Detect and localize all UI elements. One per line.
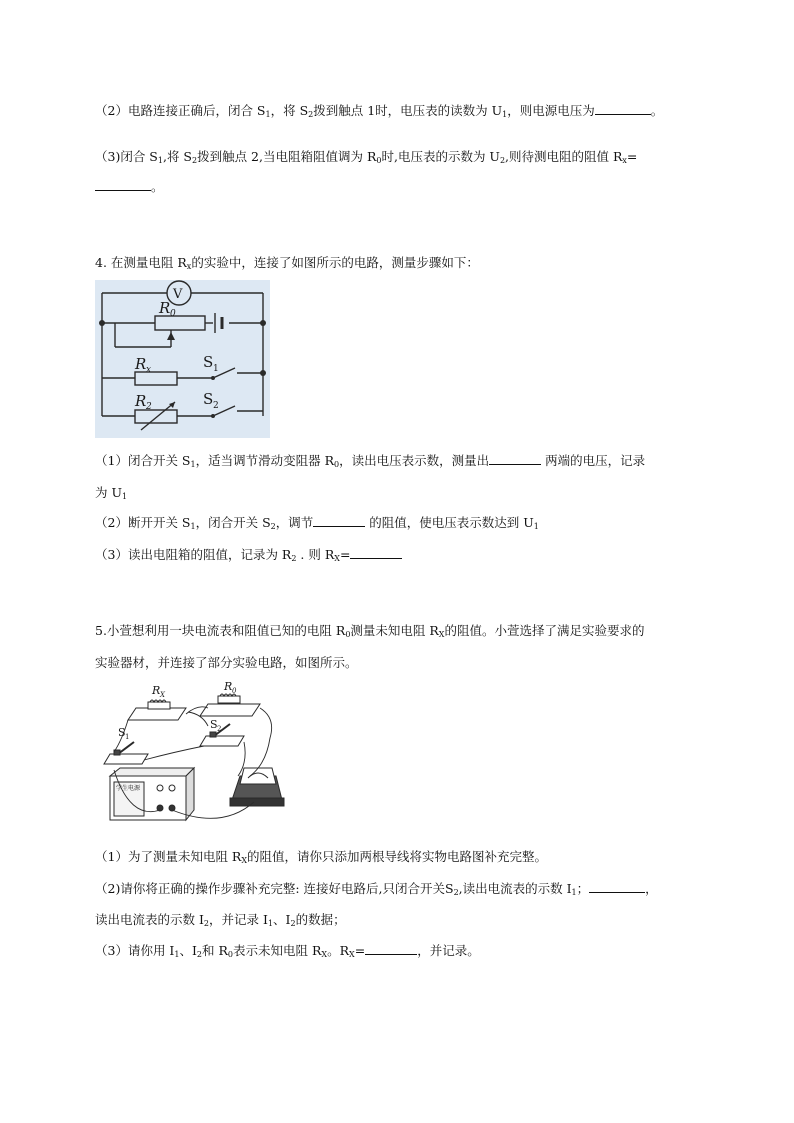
r0-sub: 0: [232, 687, 237, 695]
s1-label: S: [203, 353, 214, 371]
answer-blank[interactable]: [595, 102, 651, 115]
q4-step2: （2）断开开关 $S_1$，闭合开关 $S_2$，调节 的阻值，使电压表示数达到 $U_1$: [95, 515, 539, 531]
q5-part1: （1）为了测量未知电阻 $R_X$的阻值，请你只添加两根导线将实物电路图补充完整。: [95, 849, 548, 865]
q4-step3: （3）读出电阻箱的阻值，记录为 $R_2$ . 则 $R_X=$: [95, 546, 402, 568]
q3-part2: （2）电路连接正确后，闭合 $S_1$，将 $S_2$拨到触点 1时，电压表的读数为 $U_1$，则电源电压为 。: [95, 103, 664, 119]
q5-part2: （2)请你将正确的操作步骤补充完整: 连接好电路后,只闭合开关$S_2$,读出电流表的示数 $I_1$； ，: [95, 881, 658, 897]
r0-label: R: [224, 680, 233, 693]
q5-stem-line2: 实验器材，并连接了部分实验电路，如图所示。: [95, 655, 358, 670]
answer-blank[interactable]: [489, 452, 541, 465]
rx-sub: X: [160, 691, 165, 699]
s2-label: S: [203, 390, 214, 408]
q3-part3: （3)闭合 $S_1$,将 $S_2$拨到触点 2,当电阻箱阻值调为 $R_0$时,电压表的示数为 $U_2$,则待测电阻的阻值 $R_x=$: [95, 149, 638, 165]
q4-stem: 4. 在测量电阻 $R_x$的实验中，连接了如图所示的电路，测量步骤如下：: [95, 255, 479, 271]
rx-label: R: [152, 684, 161, 697]
r0-sub: 0: [170, 309, 176, 319]
r2-sub: 2: [146, 402, 152, 412]
rx-label: R: [135, 355, 147, 373]
s2-label: S: [210, 718, 218, 731]
r0-label: R: [159, 299, 171, 317]
q4-step1-cont: 为 $U_1$: [95, 485, 128, 501]
q4-step1: （1）闭合开关 $S_1$，适当调节滑动变阻器 $R_0$，读出电压表示数，测量出 两端的电压，记录: [95, 453, 646, 469]
answer-blank[interactable]: [313, 514, 365, 527]
q5-part2-cont: 读出电流表的示数 $I_2$，并记录 $I_1$、$I_2$的数据；: [95, 912, 346, 928]
q5-stem-line1: 5.小萱想利用一块电流表和阻值已知的电阻 $R_0$测量未知电阻 $R_X$的阻值。小萱选择了满足实验要求的: [95, 623, 645, 639]
q5-apparatus-diagram: [100, 680, 290, 826]
answer-blank[interactable]: [350, 546, 402, 559]
answer-blank[interactable]: [95, 178, 151, 191]
voltmeter-label: V: [173, 287, 183, 302]
q4-circuit-diagram: [95, 280, 270, 438]
rx-sub: x: [146, 365, 152, 375]
r2-label: R: [135, 392, 147, 410]
s1-sub: 1: [125, 733, 130, 741]
answer-blank[interactable]: [365, 942, 417, 955]
s1-sub: 1: [213, 364, 219, 374]
s2-sub: 2: [213, 401, 219, 411]
answer-blank[interactable]: [589, 880, 645, 893]
s2-sub: 2: [217, 725, 222, 733]
q3-part3-blank-line: 。: [95, 178, 164, 196]
s1-label: S: [118, 726, 126, 739]
power-supply-label: 学生电源: [116, 785, 141, 792]
q5-part3: （3）请你用 $I_1$、$I_2$和 $R_0$表示未知电阻 $R_X$。$R_X=$ ，并记录。: [95, 943, 480, 959]
